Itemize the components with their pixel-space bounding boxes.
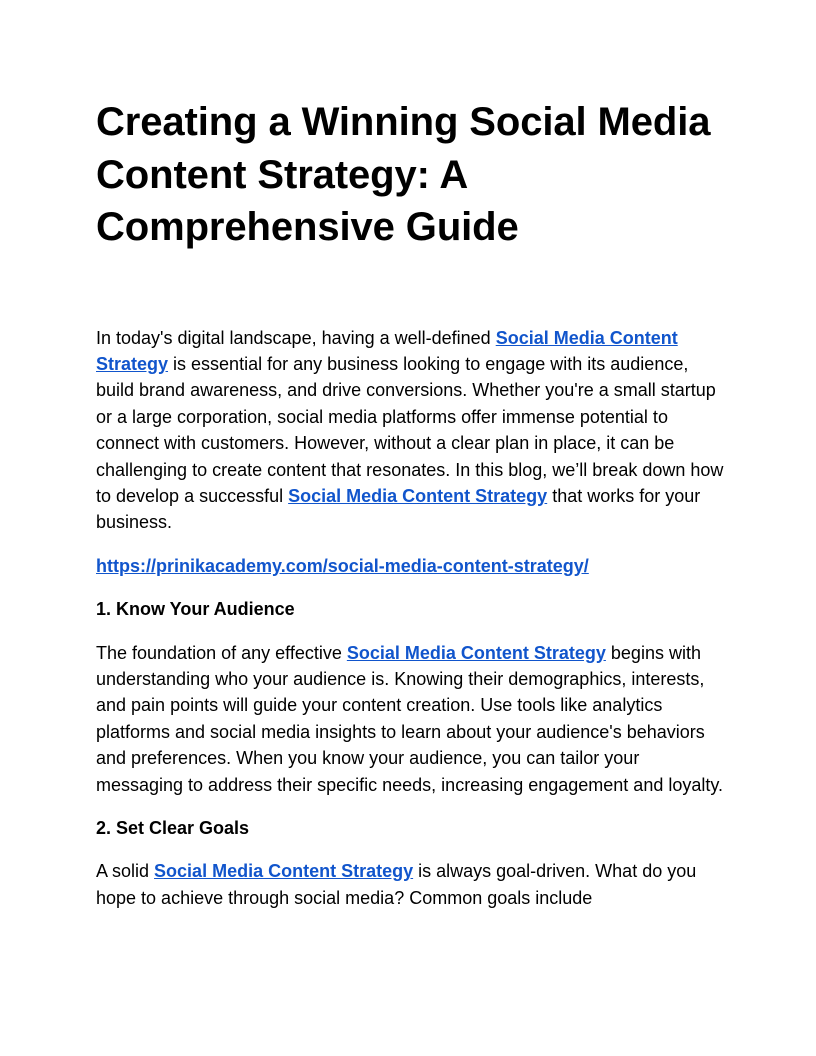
- section-2-text-2: is always goal-driven. What do you hope to achieve through social media? Common goals include: [96, 861, 697, 908]
- intro-link-2[interactable]: Social Media Content Strategy: [288, 485, 548, 506]
- intro-link-1[interactable]: Social Media Content Strategy: [96, 327, 678, 374]
- title-spacer: [96, 254, 724, 325]
- intro-paragraph: [96, 325, 724, 536]
- intro-text-1: In today's digital landscape, having a well-defined: [96, 327, 496, 348]
- intro-text-2: is essential for any business looking to engage with its audience, build brand awareness, and drive conversions. Whether you're a small startup or a large corporation, social media platforms offer immense potential to connect with customers. However, without a clear plan in place, it can be challenging to create content that resonates. In this blog, we’ll break down how to develop a successful: [96, 353, 724, 506]
- section-1-heading: 1. Know Your Audience: [96, 599, 295, 620]
- document-page: [96, 96, 724, 911]
- section-2-paragraph: [96, 858, 724, 911]
- section-1-link[interactable]: Social Media Content Strategy: [346, 642, 606, 663]
- section-2-text-1: A solid: [96, 861, 155, 882]
- section-1-paragraph: [96, 640, 724, 798]
- intro-text-3: that works for your business.: [96, 485, 701, 533]
- page-title: Creating a Winning Social Media Content Strategy: A Comprehensive Guide: [96, 100, 711, 249]
- section-2-link[interactable]: Social Media Content Strategy: [154, 861, 414, 882]
- section-1-text-1: The foundation of any effective: [96, 642, 347, 663]
- section-1-text-2: begins with understanding who your audience is. Knowing their demographics, interests, and pain points will guide your content creation. Use tools like analytics platforms and social media insights to learn about your audience's behaviors and preferences. When you know your audience, you can tailor your messaging to address their specific needs, increasing engagement and loyalty.: [96, 642, 724, 795]
- source-url-link[interactable]: https://prinikacademy.com/social-media-content-strategy/: [96, 555, 589, 576]
- section-2-heading: 2. Set Clear Goals: [96, 818, 250, 838]
- url-paragraph: [96, 553, 724, 579]
